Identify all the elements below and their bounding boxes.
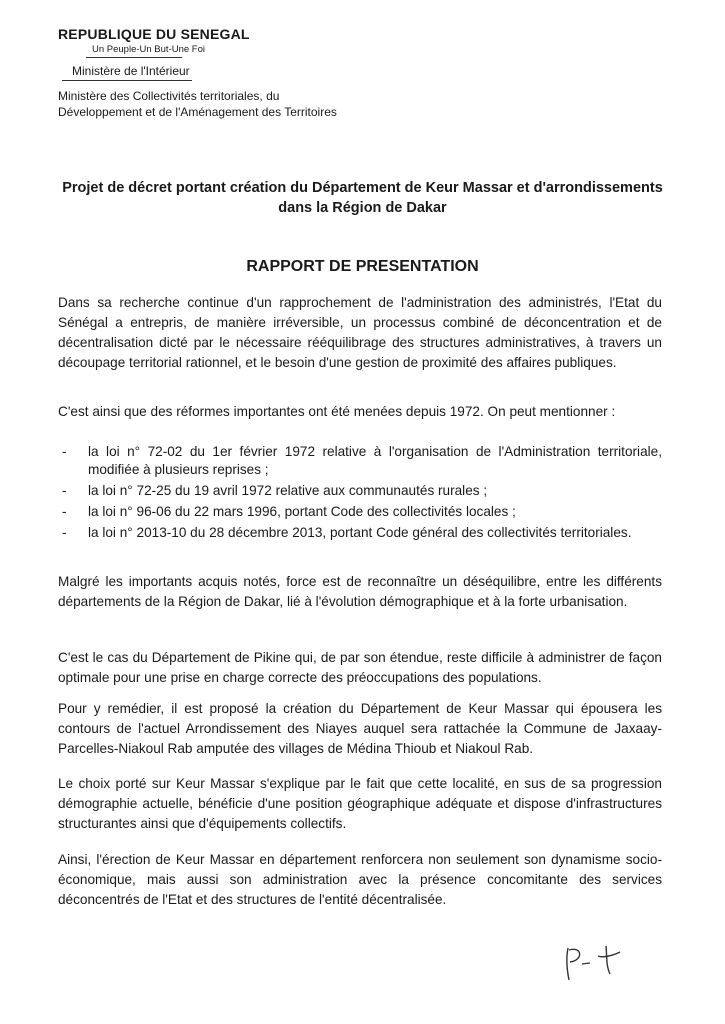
decree-title: Projet de décret portant création du Département de Keur Massar et d'arrondissements dans la Région de Dakar (62, 180, 663, 216)
list-item: - la loi n° 96-06 du 22 mars 1996, portant Code des collectivités locales ; (58, 503, 662, 521)
letterhead (58, 26, 348, 120)
handwritten-initials (560, 938, 630, 984)
list-item: - la loi n° 72-02 du 1er février 1972 relative à l'organisation de l'Administration territoriale, modifiée à plusieurs reprises ; (58, 443, 662, 479)
list-item: - la loi n° 2013-10 du 28 décembre 2013, portant Code général des collectivités territoriales. (58, 524, 662, 542)
national-motto: Un Peuple-Un But-Une Foi (92, 44, 205, 55)
law-list (58, 443, 662, 545)
ministry-divider (62, 80, 192, 81)
ministry-collectivities: Ministère des Collectivités territoriales, du Développement et de l'Aménagement des Territoires (58, 89, 337, 119)
ministry-interior: Ministère de l'Intérieur (72, 64, 190, 78)
paragraph: C'est le cas du Département de Pikine qui, de par son étendue, reste difficile à administrer de façon optimale pour une prise en charge correcte des préoccupations des populations. (58, 650, 662, 685)
paragraph: Le choix porté sur Keur Massar s'explique par le fait que cette localité, en sus de sa progression démographie actuelle, bénéficie d'une position géographique adéquate et dispose d'infrastructures structurantes ainsi que d'équipements collectifs. (58, 776, 662, 831)
paragraph: Malgré les importants acquis notés, force est de reconnaître un déséquilibre, entre les différents départements de la Région de Dakar, lié à l'évolution démographique et à la forte urbanisation. (58, 574, 662, 609)
list-item: - la loi n° 72-25 du 19 avril 1972 relative aux communautés rurales ; (58, 482, 662, 500)
paragraph: Dans sa recherche continue d'un rapprochement de l'administration des administrés, l'Etat du Sénégal a entrepris, de manière irréversible, un processus combiné de déconcentration et de décentralisation dicté par le nécessaire rééquilibrage des structures administratives, à travers un découpage territorial rationnel, et le besoin d'une gestion de proximité des affaires publiques. (58, 295, 662, 370)
paragraph: Pour y remédier, il est proposé la création du Département de Keur Massar qui épousera les contours de l'actuel Arrondissement des Niayes auquel sera rattachée la Commune de Jaxaay-Parcelles-Niakoul Rab amputée des villages de Médina Thioub et Niakoul Rab. (58, 701, 662, 756)
republic-name: REPUBLIQUE DU SENEGAL (58, 26, 250, 42)
report-heading: RAPPORT DE PRESENTATION (246, 258, 479, 275)
paragraph: C'est ainsi que des réformes importantes ont été menées depuis 1972. On peut mentionner : (58, 404, 616, 419)
paragraph: Ainsi, l'érection de Keur Massar en département renforcera non seulement son dynamisme socio-économique, mais aussi son administration avec la présence concomitante des services déconcentrés de l'Etat et des structures de l'entité décentralisée. (58, 852, 662, 907)
motto-divider (86, 57, 182, 58)
